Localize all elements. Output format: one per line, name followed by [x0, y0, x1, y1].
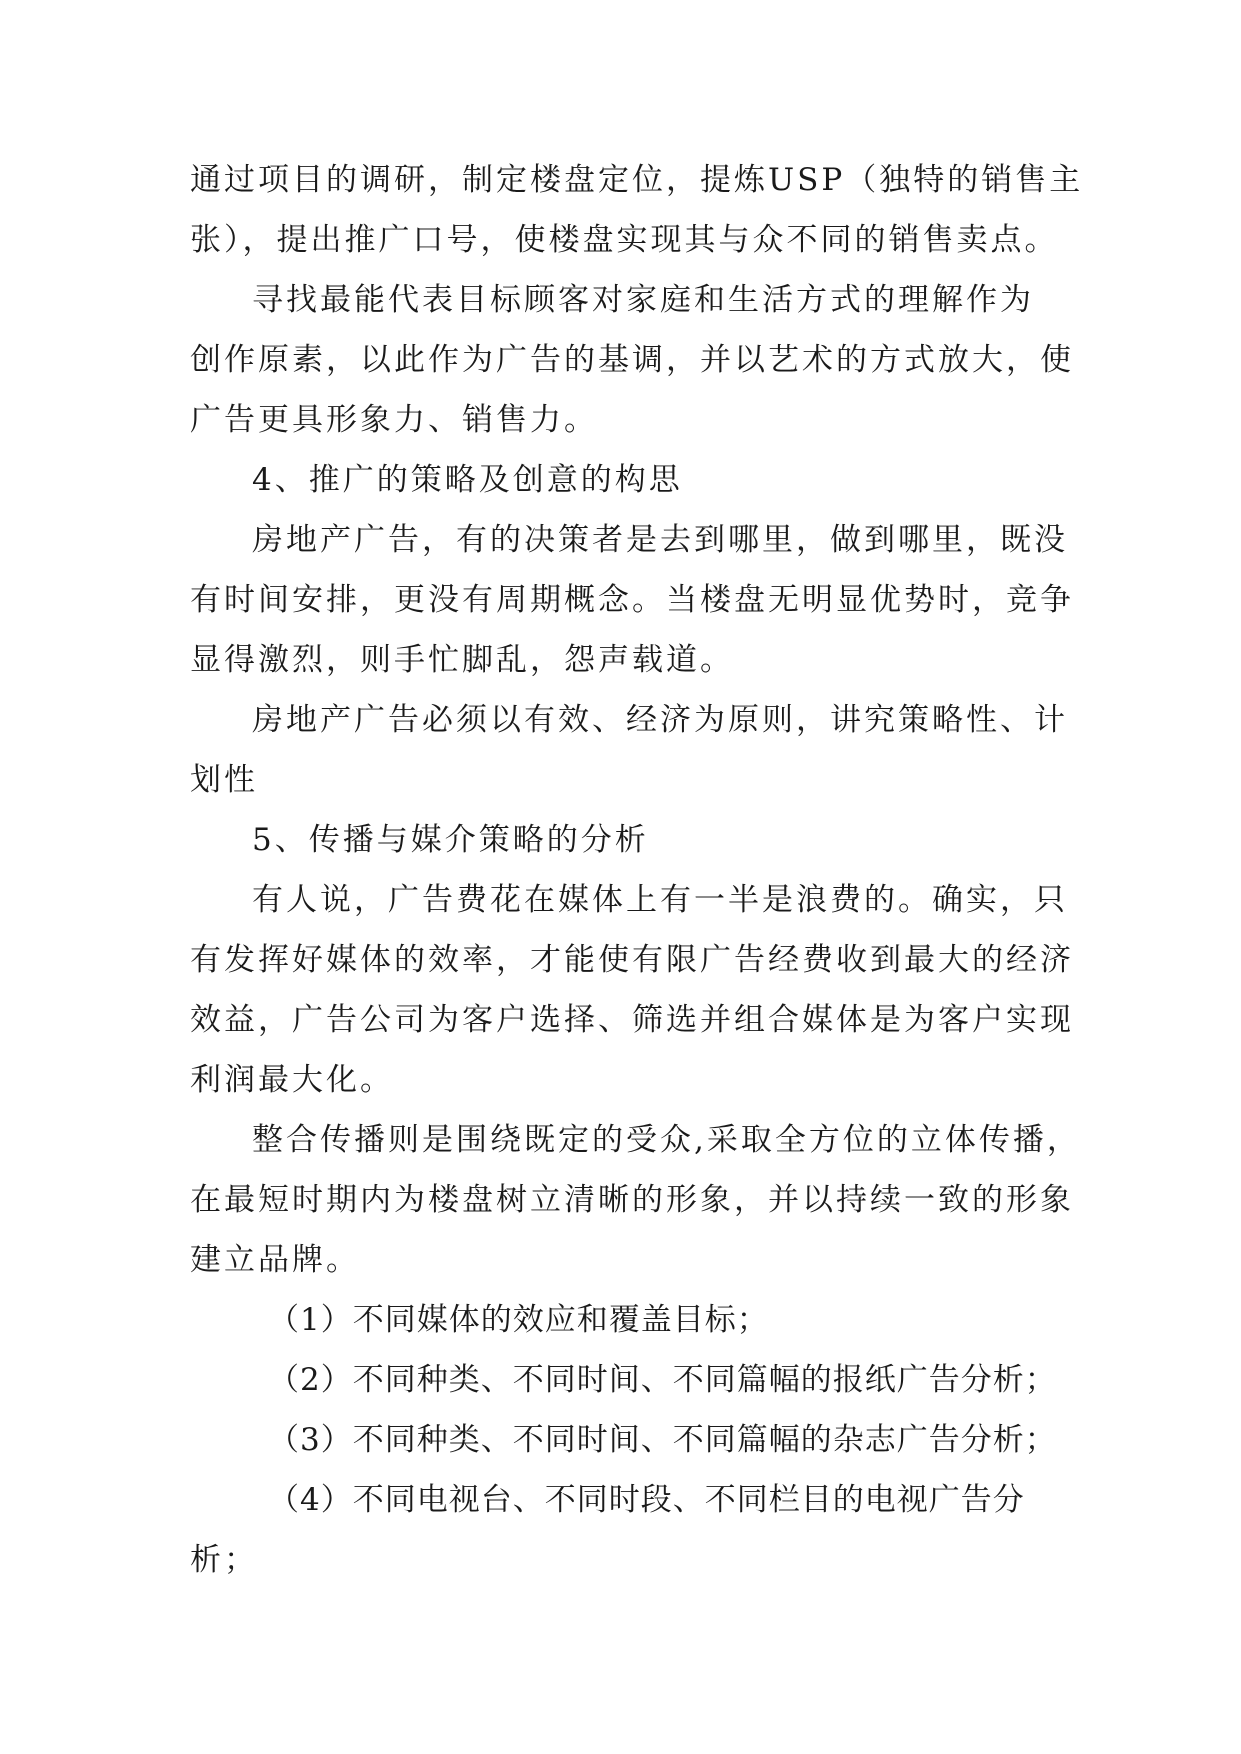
paragraph-line: 效益，广告公司为客户选择、筛选并组合媒体是为客户实现: [190, 1002, 1074, 1038]
paragraph-line: 在最短时期内为楼盘树立清晰的形象，并以持续一致的形象: [190, 1182, 1074, 1218]
paragraph-line: 整合传播则是围绕既定的受众,采取全方位的立体传播，: [252, 1122, 1081, 1158]
paragraph-line: 有发挥好媒体的效率，才能使有限广告经费收到最大的经济: [190, 942, 1074, 978]
paragraph-line: 通过项目的调研，制定楼盘定位，提炼USP（独特的销售主: [190, 162, 1084, 198]
list-item: （2）不同种类、不同时间、不同篇幅的报纸广告分析；: [268, 1362, 1057, 1398]
paragraph-line: 建立品牌。: [190, 1242, 360, 1278]
section-heading: 4、推广的策略及创意的构思: [252, 462, 683, 498]
paragraph-line: 有时间安排，更没有周期概念。当楼盘无明显优势时，竞争: [190, 582, 1074, 618]
paragraph-line: 张），提出推广口号，使楼盘实现其与众不同的销售卖点。: [190, 222, 1059, 258]
list-item: （3）不同种类、不同时间、不同篇幅的杂志广告分析；: [268, 1422, 1057, 1458]
section-heading: 5、传播与媒介策略的分析: [252, 822, 649, 858]
list-item: （1）不同媒体的效应和覆盖目标；: [268, 1302, 769, 1338]
paragraph-line: 房地产广告必须以有效、经济为原则，讲究策略性、计: [252, 702, 1068, 738]
list-item: （4）不同电视台、不同时段、不同栏目的电视广告分: [268, 1482, 1025, 1518]
paragraph-line: 创作原素，以此作为广告的基调，并以艺术的方式放大，使: [190, 342, 1074, 378]
paragraph-line: 寻找最能代表目标顾客对家庭和生活方式的理解作为: [252, 282, 1034, 318]
paragraph-line: 有人说，广告费花在媒体上有一半是浪费的。确实，只: [252, 882, 1068, 918]
list-item-continuation: 析；: [190, 1542, 258, 1578]
paragraph-line: 划性: [190, 762, 258, 798]
paragraph-line: 显得激烈，则手忙脚乱，怨声载道。: [190, 642, 734, 678]
paragraph-line: 广告更具形象力、销售力。: [190, 402, 598, 438]
paragraph-line: 利润最大化。: [190, 1062, 394, 1098]
document-page: [190, 150, 1084, 1590]
paragraph-line: 房地产广告，有的决策者是去到哪里，做到哪里，既没: [252, 522, 1068, 558]
